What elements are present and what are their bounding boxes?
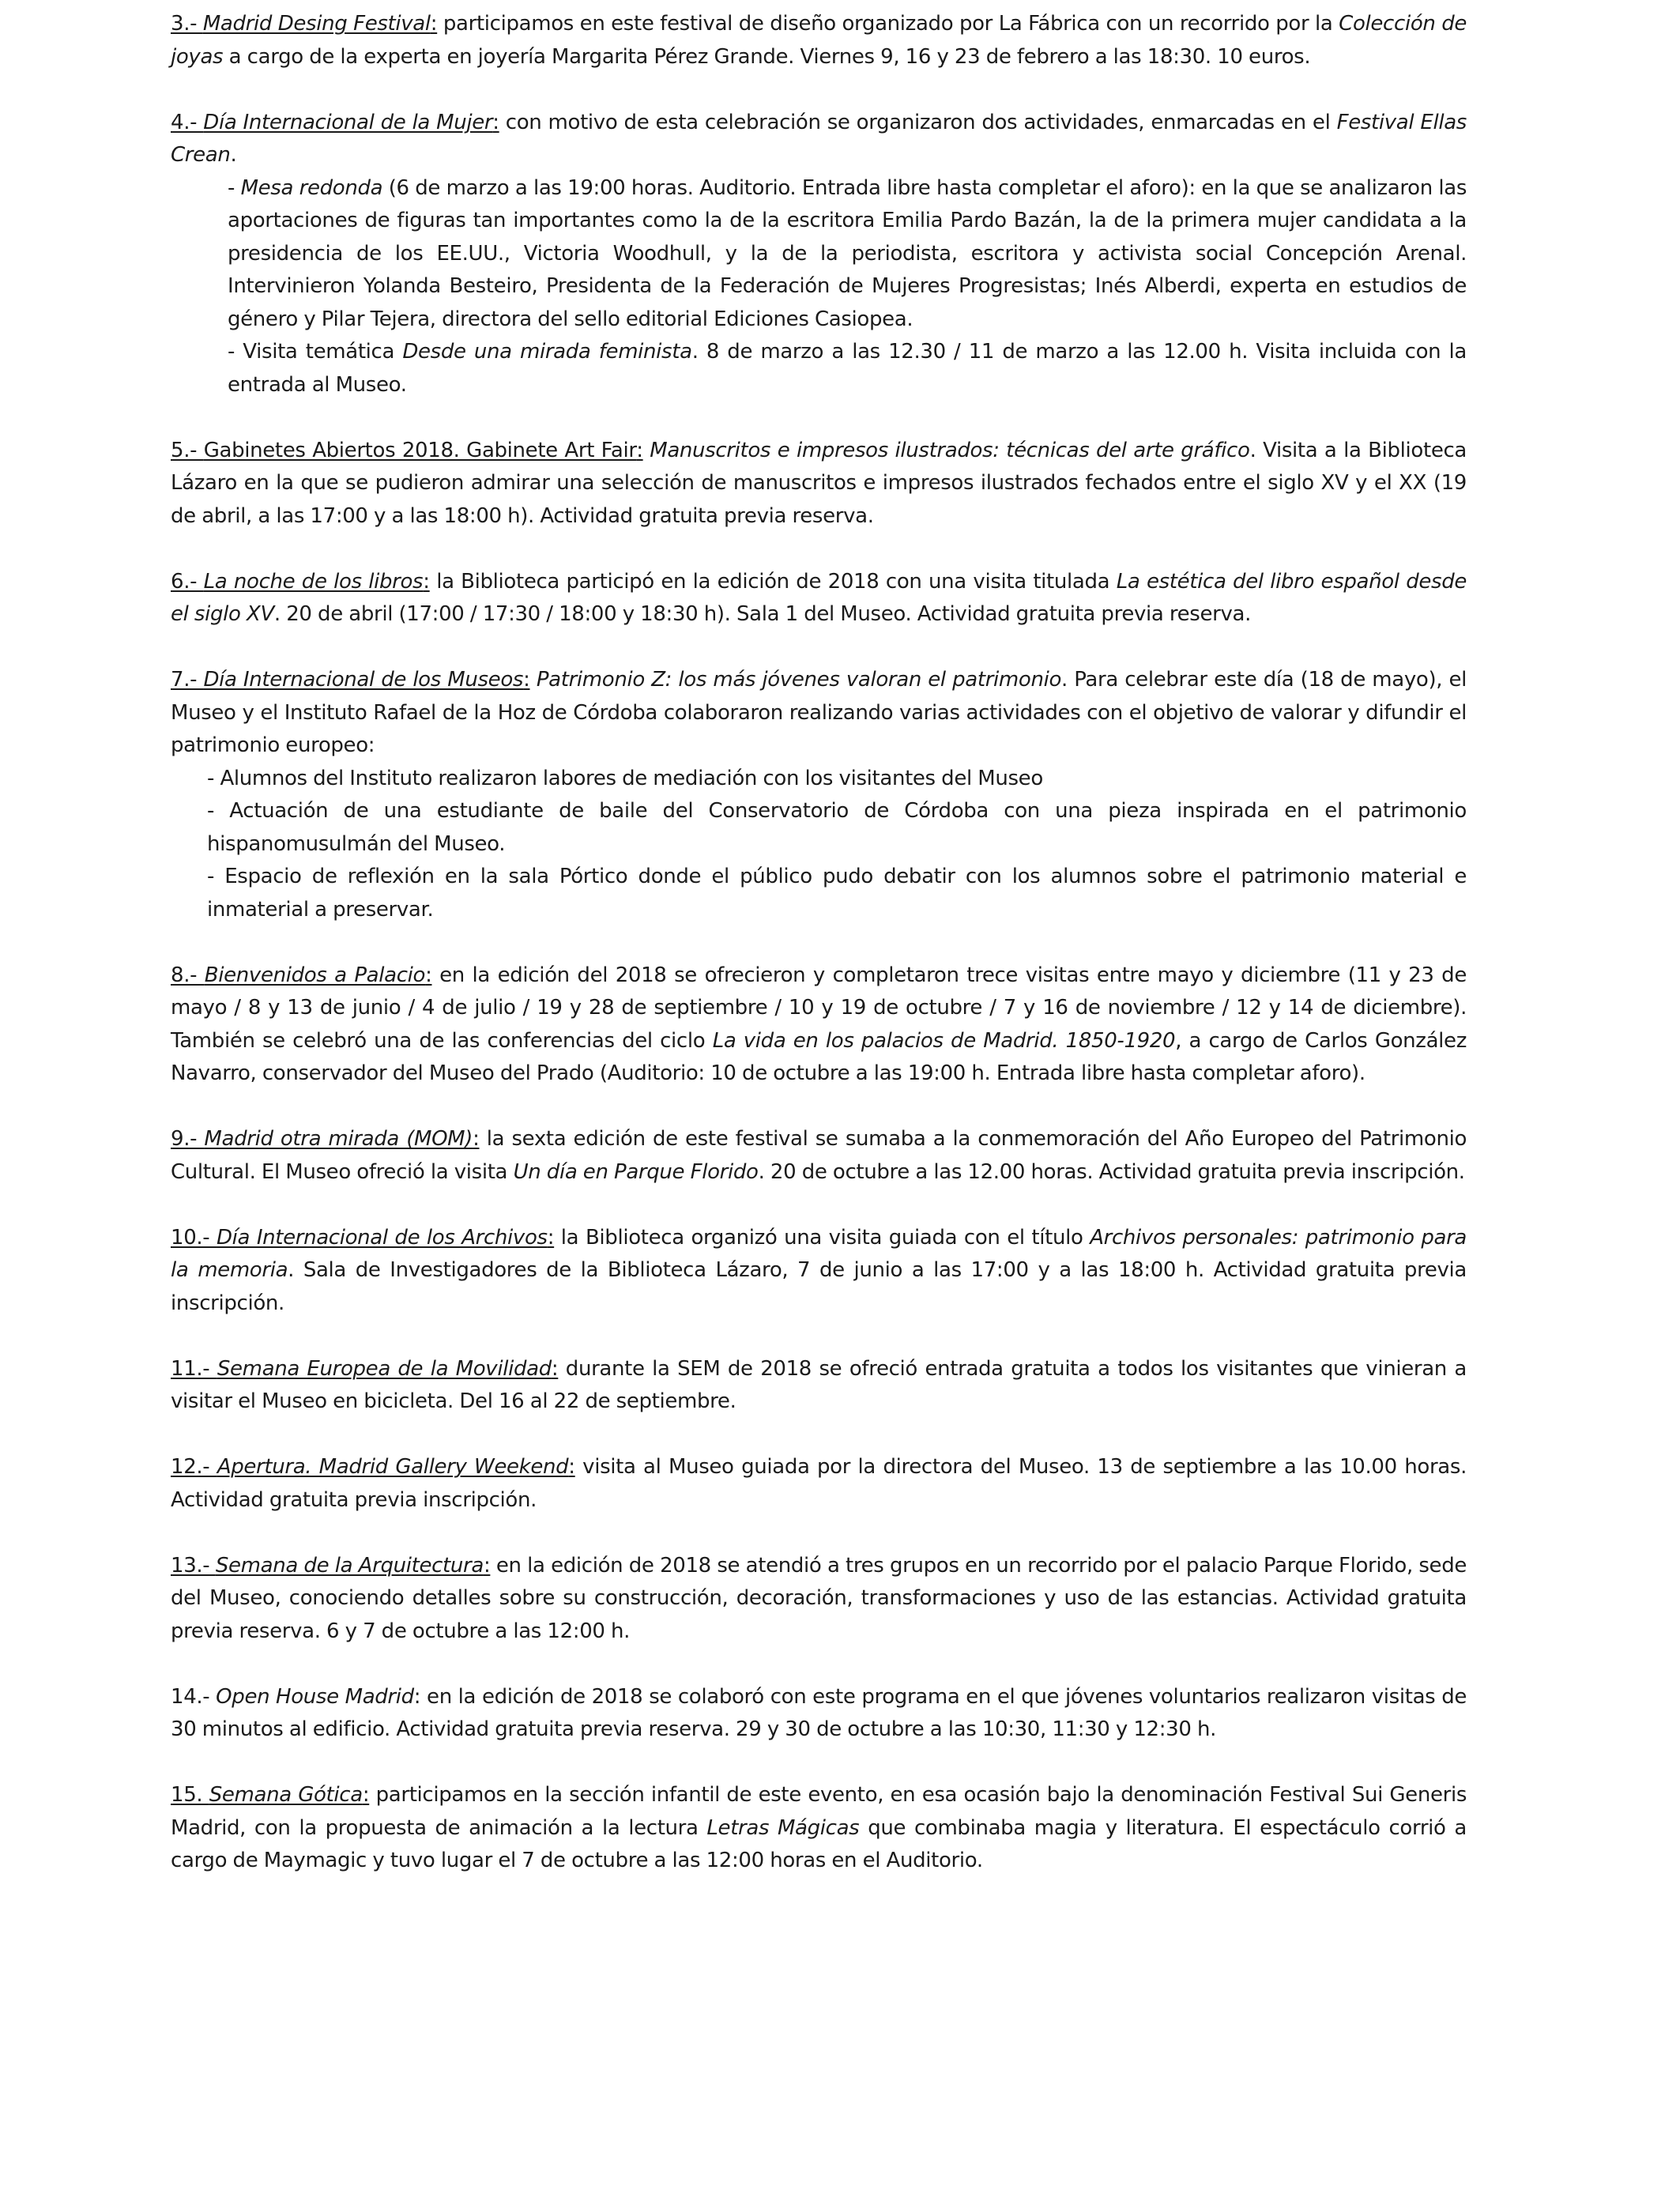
item-13-heading: 13.- Semana de la Arquitectura:	[171, 1553, 491, 1578]
item-12-heading: 12.- Apertura. Madrid Gallery Weekend:	[171, 1455, 575, 1479]
item-14: 14.- Open House Madrid: en la edición de 2018 se colaboró con este programa en el que jóvenes voluntarios realizaron visitas de 30 minutos al edificio. Actividad gratuita previa reserva. 29 y 30 de octubre a las 10:30, 11:30 y 12:30 h.	[171, 1684, 1467, 1741]
item-9-title: Madrid otra mirada (MOM)	[204, 1127, 473, 1151]
item-9-heading: 9.- Madrid otra mirada (MOM):	[171, 1127, 480, 1151]
item-3: 3.- Madrid Desing Festival: participamos en este festival de diseño organizado por La Fábrica con un recorrido por la Colección de joyas a cargo de la experta en joyería Margarita Pérez Grande. Viernes 9, 16 y 23 de febrero a las 18:30. 10 euros.	[171, 12, 1467, 69]
item-8-title: Bienvenidos a Palacio	[204, 963, 426, 987]
item-4-sub-1: - Mesa redonda (6 de marzo a las 19:00 horas. Auditorio. Entrada libre hasta completar el aforo): en la que se analizaron las aportaciones de figuras tan importantes como la de la escritora Emilia Pardo Bazán, la de la primera mujer candidata a la presidencia de los EE.UU., Victoria Woodhull, y la de la periodista, escritora y activista social Concepción Arenal. Intervinieron Yolanda Besteiro, Presidenta de la Federación de Mujeres Progresistas; Inés Alberdi, experta en estudios de género y Pilar Tejera, directora del sello editorial Ediciones Casiopea.	[228, 175, 1467, 331]
item-7-sub-1: - Alumnos del Instituto realizaron labores de mediación con los visitantes del Museo	[207, 766, 1043, 790]
item-4-title: Día Internacional de la Mujer	[203, 110, 493, 134]
item-5-title: Gabinetes Abiertos 2018. Gabinete Art Fair	[203, 438, 637, 462]
document-page	[171, 8, 1467, 1910]
item-15-title: Semana Gótica	[209, 1783, 363, 1807]
item-7-sub-3: - Espacio de reflexión en la sala Pórtico donde el público pudo debatir con los alumnos sobre el patrimonio material e inmaterial a preservar.	[207, 865, 1467, 922]
item-9: 9.- Madrid otra mirada (MOM): la sexta edición de este festival se sumaba a la conmemoración del Año Europeo del Patrimonio Cultural. El Museo ofreció la visita Un día en Parque Florido. 20 de octubre a las 12.00 horas. Actividad gratuita previa inscripción.	[171, 1127, 1467, 1184]
item-13: 13.- Semana de la Arquitectura: en la edición de 2018 se atendió a tres grupos en un recorrido por el palacio Parque Florido, sede del Museo, conociendo detalles sobre su construcción, decoración, transformaciones y uso de las estancias. Actividad gratuita previa reserva. 6 y 7 de octubre a las 12:00 h.	[171, 1553, 1467, 1643]
item-15-heading: 15. Semana Gótica:	[171, 1783, 370, 1807]
item-12-title: Apertura. Madrid Gallery Weekend	[217, 1455, 569, 1479]
item-3-title: Madrid Desing Festival	[202, 12, 431, 36]
item-10: 10.- Día Internacional de los Archivos: la Biblioteca organizó una visita guiada con el título Archivos personales: patrimonio para la memoria. Sala de Investigadores de la Biblioteca Lázaro, 7 de junio a las 17:00 y a las 18:00 h. Actividad gratuita previa inscripción.	[171, 1225, 1467, 1315]
item-4: 4.- Día Internacional de la Mujer: con motivo de esta celebración se organizaron dos actividades, enmarcadas en el Festival Ellas Crean.	[171, 110, 1467, 167]
item-5-heading: 5.- Gabinetes Abiertos 2018. Gabinete Art Fair:	[171, 438, 643, 462]
item-8-heading: 8.- Bienvenidos a Palacio:	[171, 963, 432, 987]
item-15: 15. Semana Gótica: participamos en la sección infantil de este evento, en esa ocasión bajo la denominación Festival Sui Generis Madrid, con la propuesta de animación a la lectura Letras Mágicas que combinaba magia y literatura. El espectáculo corrió a cargo de Maymagic y tuvo lugar el 7 de octubre a las 12:00 horas en el Auditorio.	[171, 1783, 1467, 1872]
item-12: 12.- Apertura. Madrid Gallery Weekend: visita al Museo guiada por la directora del Museo. 13 de septiembre a las 10.00 horas. Actividad gratuita previa inscripción.	[171, 1455, 1467, 1512]
item-7-heading: 7.- Día Internacional de los Museos:	[171, 668, 530, 692]
item-10-title: Día Internacional de los Archivos	[217, 1225, 548, 1250]
item-6-title: La noche de los libros	[203, 569, 424, 594]
item-3-heading: 3.- Madrid Desing Festival:	[171, 12, 438, 36]
item-5: 5.- Gabinetes Abiertos 2018. Gabinete Art Fair: Manuscritos e impresos ilustrados: técnicas del arte gráfico. Visita a la Biblioteca Lázaro en la que se pudieron admirar una selección de manuscritos e impresos ilustrados fechados entre el siglo XV y el XX (19 de abril, a las 17:00 y a las 18:00 h). Actividad gratuita previa reserva.	[171, 438, 1467, 528]
item-6-heading: 6.- La noche de los libros:	[171, 569, 430, 594]
item-8: 8.- Bienvenidos a Palacio: en la edición del 2018 se ofrecieron y completaron trece visitas entre mayo y diciembre (11 y 23 de mayo / 8 y 13 de junio / 4 de julio / 19 y 28 de septiembre / 10 y 19 de octubre / 7 y 16 de noviembre / 12 y 14 de diciembre). También se celebró una de las conferencias del ciclo La vida en los palacios de Madrid. 1850-1920, a cargo de Carlos González Navarro, conservador del Museo del Prado (Auditorio: 10 de octubre a las 19:00 h. Entrada libre hasta completar aforo).	[171, 963, 1467, 1085]
item-11: 11.- Semana Europea de la Movilidad: durante la SEM de 2018 se ofreció entrada gratuita a todos los visitantes que vinieran a visitar el Museo en bicicleta. Del 16 al 22 de septiembre.	[171, 1356, 1467, 1413]
item-4-heading: 4.- Día Internacional de la Mujer:	[171, 110, 499, 134]
item-7-title: Día Internacional de los Museos	[203, 668, 524, 692]
item-11-title: Semana Europea de la Movilidad	[217, 1356, 552, 1381]
item-13-title: Semana de la Arquitectura	[215, 1553, 484, 1578]
item-11-heading: 11.- Semana Europea de la Movilidad:	[171, 1356, 559, 1381]
item-7: 7.- Día Internacional de los Museos: Patrimonio Z: los más jóvenes valoran el patrimonio. Para celebrar este día (18 de mayo), el Museo y el Instituto Rafael de la Hoz de Córdoba colaboraron realizando varias actividades con el objetivo de valorar y difundir el patrimonio europeo:	[171, 668, 1467, 757]
item-6: 6.- La noche de los libros: la Biblioteca participó en la edición de 2018 con una visita titulada La estética del libro español desde el siglo XV. 20 de abril (17:00 / 17:30 / 18:00 y 18:30 h). Sala 1 del Museo. Actividad gratuita previa reserva.	[171, 569, 1467, 626]
item-4-sub-2: - Visita temática Desde una mirada feminista. 8 de marzo a las 12.30 / 11 de marzo a las 12.00 h. Visita incluida con la entrada al Museo.	[228, 340, 1467, 397]
item-14-title: Open House Madrid	[216, 1684, 414, 1709]
item-10-heading: 10.- Día Internacional de los Archivos:	[171, 1225, 555, 1250]
item-7-sub-2: - Actuación de una estudiante de baile del Conservatorio de Córdoba con una pieza inspirada en el patrimonio hispanomusulmán del Museo.	[207, 799, 1467, 856]
